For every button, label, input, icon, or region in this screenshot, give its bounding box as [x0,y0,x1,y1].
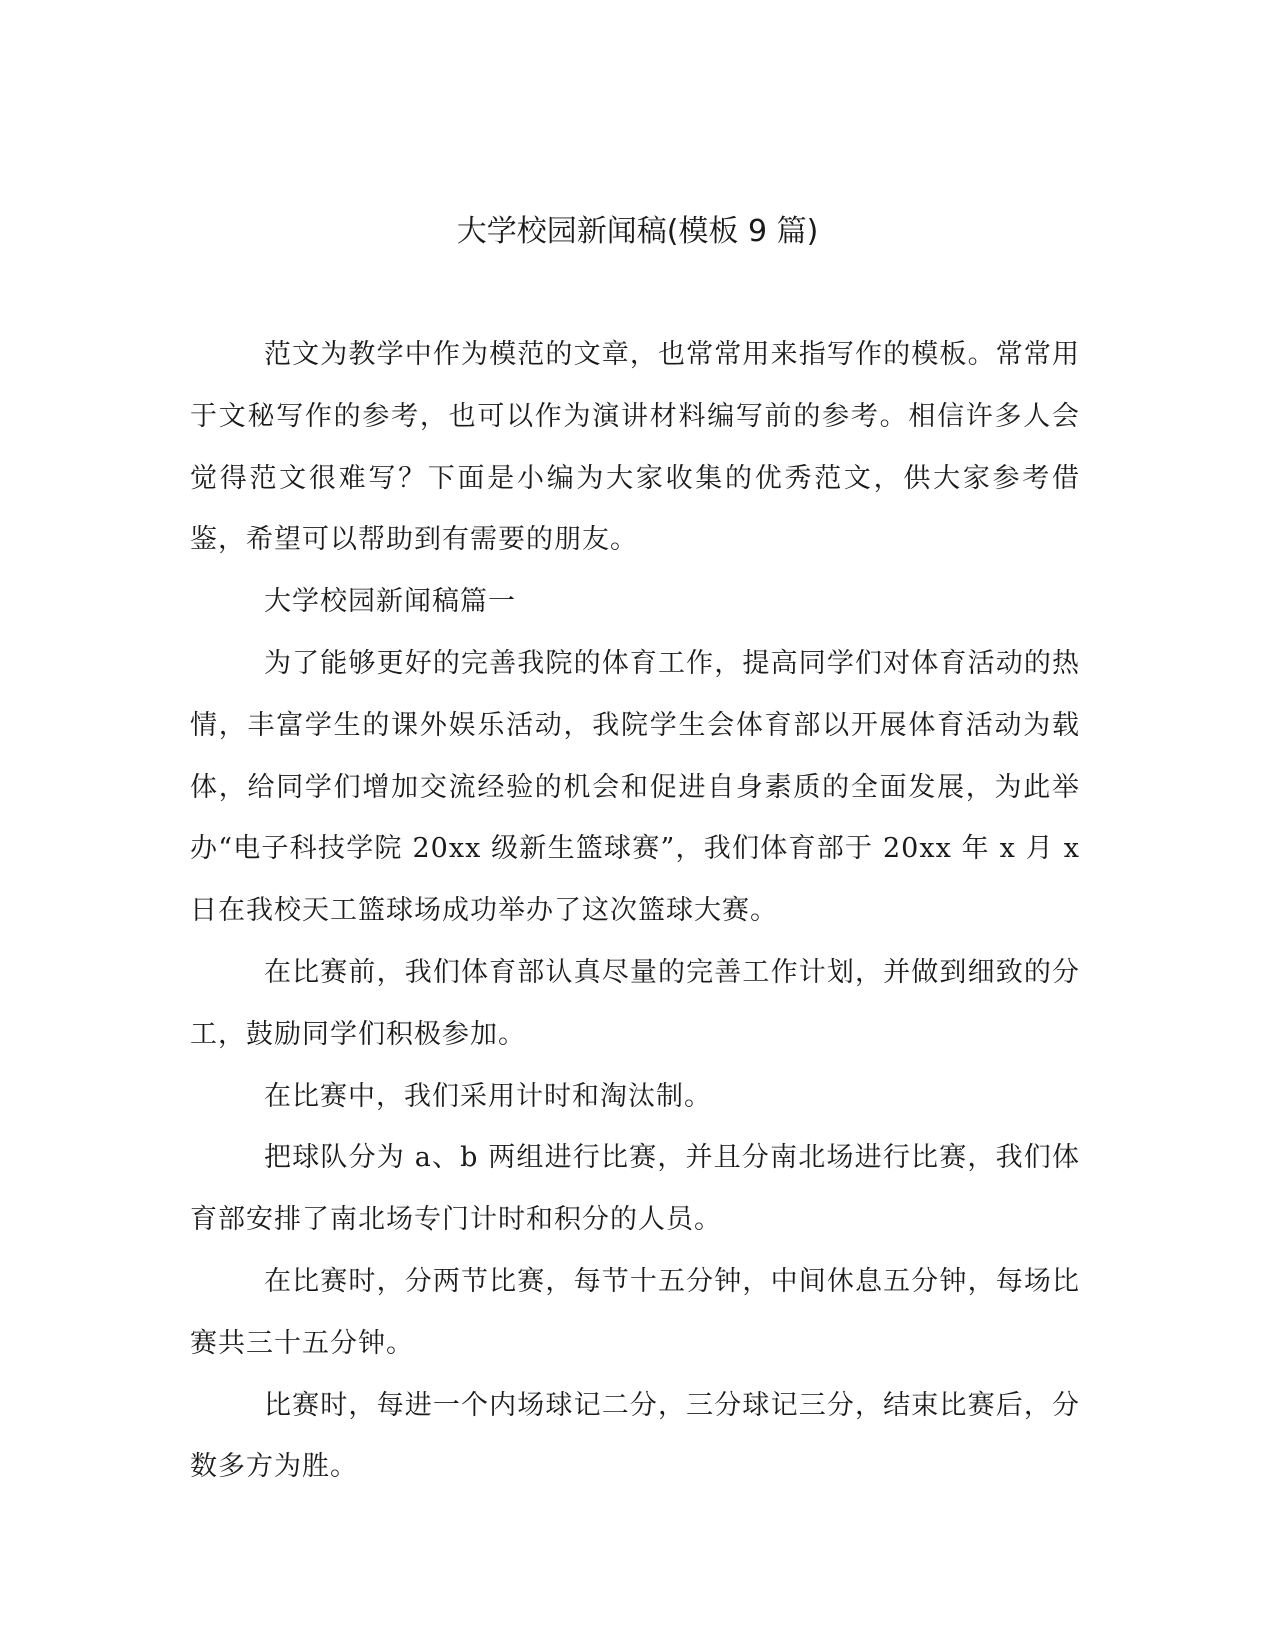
body-paragraph: 在比赛中，我们采用计时和淘汰制。 [264,1080,712,1112]
section-heading: 大学校园新闻稿篇一 [264,586,516,618]
body-paragraph: 把球队分为 a、b 两组进行比赛，并且分南北场进行比赛，我们体育部安排了南北场专门计时和积分的人员。 [190,1142,1080,1236]
document-title: 大学校园新闻稿(模板 9 篇) [456,214,819,249]
body-paragraph: 比赛时，每进一个内场球记二分，三分球记三分，结束比赛后，分数多方为胜。 [190,1389,1080,1483]
body-paragraph: 在比赛前，我们体育部认真尽量的完善工作计划，并做到细致的分工，鼓励同学们积极参加。 [190,956,1080,1050]
intro-paragraph: 范文为教学中作为模范的文章，也常常用来指写作的模板。常常用于文秘写作的参考，也可以作为演讲材料编写前的参考。相信许多人会觉得范文很难写？下面是小编为大家收集的优秀范文，供大家参考借鉴，希望可以帮助到有需要的朋友。 [190,339,1080,556]
body-paragraph: 为了能够更好的完善我院的体育工作，提高同学们对体育活动的热情，丰富学生的课外娱乐活动，我院学生会体育部以开展体育活动为载体，给同学们增加交流经验的机会和促进自身素质的全面发展，为此举办“电子科技学院 20xx 级新生篮球赛”，我们体育部于 20xx 年 x 月 x 日在我校天工篮球场成功举办了这次篮球大赛。 [190,647,1080,927]
body-paragraph: 在比赛时，分两节比赛，每节十五分钟，中间休息五分钟，每场比赛共三十五分钟。 [190,1265,1080,1359]
document-body [190,324,1080,1498]
